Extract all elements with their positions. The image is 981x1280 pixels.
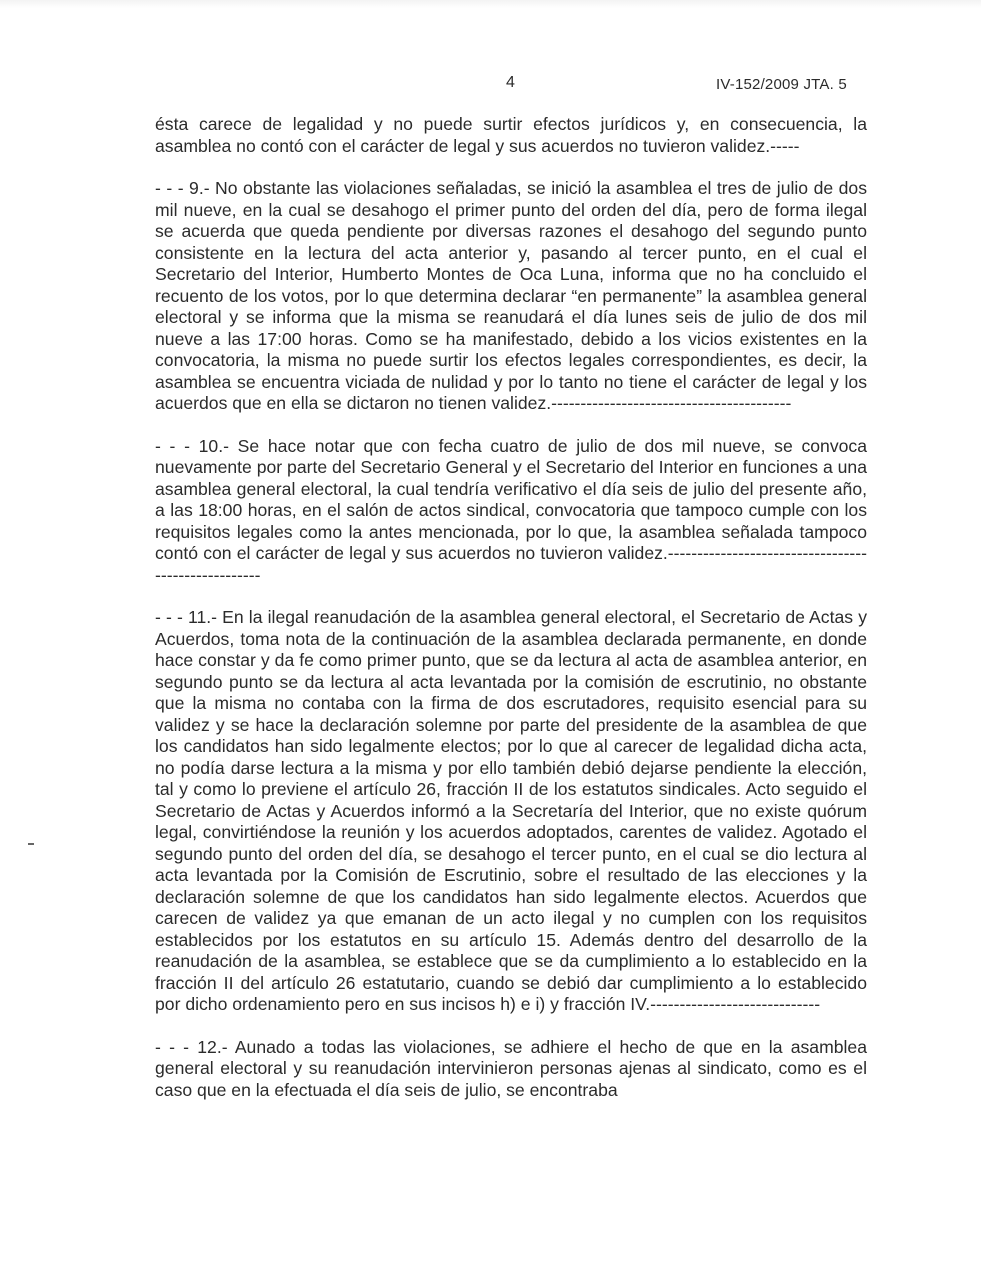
- paragraph-continuation: ésta carece de legalidad y no puede surtir efectos jurídicos y, en consecuencia, la asamblea no contó con el carácter de legal y sus acuerdos no tuvieron validez.-----: [155, 114, 867, 156]
- paragraph-11: - - - 11.- En la ilegal reanudación de la asamblea general electoral, el Secretario de Actas y Acuerdos, toma nota de la continuación de la asamblea declarada permanente, en donde hace constar y da fe como primer punto, que se da lectura al acta de asamblea anterior, en segundo punto se da lectura al acta levantada por la comisión de escrutinio, no obstante que la misma no contaba con la firma de dos escrutadores, requisito esencial para su validez y se hace la declaración solemne por parte del presidente de la asamblea de que los candidatos han sido legalmente electos; por lo que al carecer de legalidad dicha acta, no podía darse lectura a la misma y por ello también debió dejarse pendiente la elección, tal y como lo previene el artículo 26, fracción II de los estatutos sindicales. Acto seguido el Secretario de Actas y Acuerdos informó a la Secretaría del Interior, que no existe quórum legal, convirtiéndose la reunión y los acuerdos adoptados, carentes de validez. Agotado el segundo punto del orden del día, se desahogo el tercer punto, en el cual se dio lectura al acta levantada por la Comisión de Escrutinio, sobre el resultado de las elecciones y la declaración solemne de que los candidatos han sido legalmente electos. Acuerdos que carecen de validez ya que emanan de un acto ilegal y no cumplen con los requisitos establecidos por los estatutos en su artículo 15. Además dentro del desarrollo de la reanudación de la asamblea, se establece que se da cumplimiento a lo establecido en la fracción II del artículo 26 estatutario, cuando se debió dar cumplimiento a lo establecido por dicho ordenamiento pero en sus incisos h) e i) y fracción IV.-----------------------------: [155, 607, 867, 1014]
- paragraph-10: - - - 10.- Se hace notar que con fecha cuatro de julio de dos mil nueve, se convoca nuevamente por parte del Secretario General y el Secretario del Interior en funciones a una asamblea general electoral, la cual tendría verificativo el día seis de julio del presente año, a las 18:00 horas, en el salón de actos sindical, convocatoria que tampoco cumple con los requisitos legales como la antes mencionada, por lo que, la asamblea señalada tampoco contó con el carácter de legal y sus acuerdos no tuvieron validez.----------------------------------------------------: [155, 435, 867, 585]
- document-body: [155, 114, 867, 1122]
- paragraph-9: - - - 9.- No obstante las violaciones señaladas, se inició la asamblea el tres de julio de dos mil nueve, en la cual se desahogo el primer punto del orden del día, pero de forma ilegal se acuerda que queda pendiente por diversas razones el desahogo del segundo punto consistente en la lectura del acta anterior y, pasando al tercer punto, en el cual el Secretario del Interior, Humberto Montes de Oca Luna, informa que no ha concluido el recuento de los votos, por lo que determina declarar “en permanente” la asamblea general electoral y se informa que la misma se reanudará el día lunes seis de julio de dos mil nueve a las 17:00 horas. Como se ha manifestado, debido a los vicios existentes en la convocatoria, la misma no puede surtir los efectos legales correspondientes, es decir, la asamblea se encuentra viciada de nulidad y por lo tanto no tiene el carácter de legal y los acuerdos que en ella se dictaron no tienen validez.-----------------------------------------: [155, 178, 867, 413]
- case-reference: IV-152/2009 JTA. 5: [716, 76, 847, 93]
- paragraph-12: - - - 12.- Aunado a todas las violaciones, se adhiere el hecho de que en la asamblea general electoral y su reanudación intervinieron personas ajenas al sindicato, como es el caso que en la efectuada el día seis de julio, se encontraba: [155, 1036, 867, 1100]
- page-number: 4: [506, 74, 515, 91]
- scan-mark: [28, 843, 34, 845]
- page-header: [0, 74, 981, 98]
- scan-edge: [0, 0, 981, 8]
